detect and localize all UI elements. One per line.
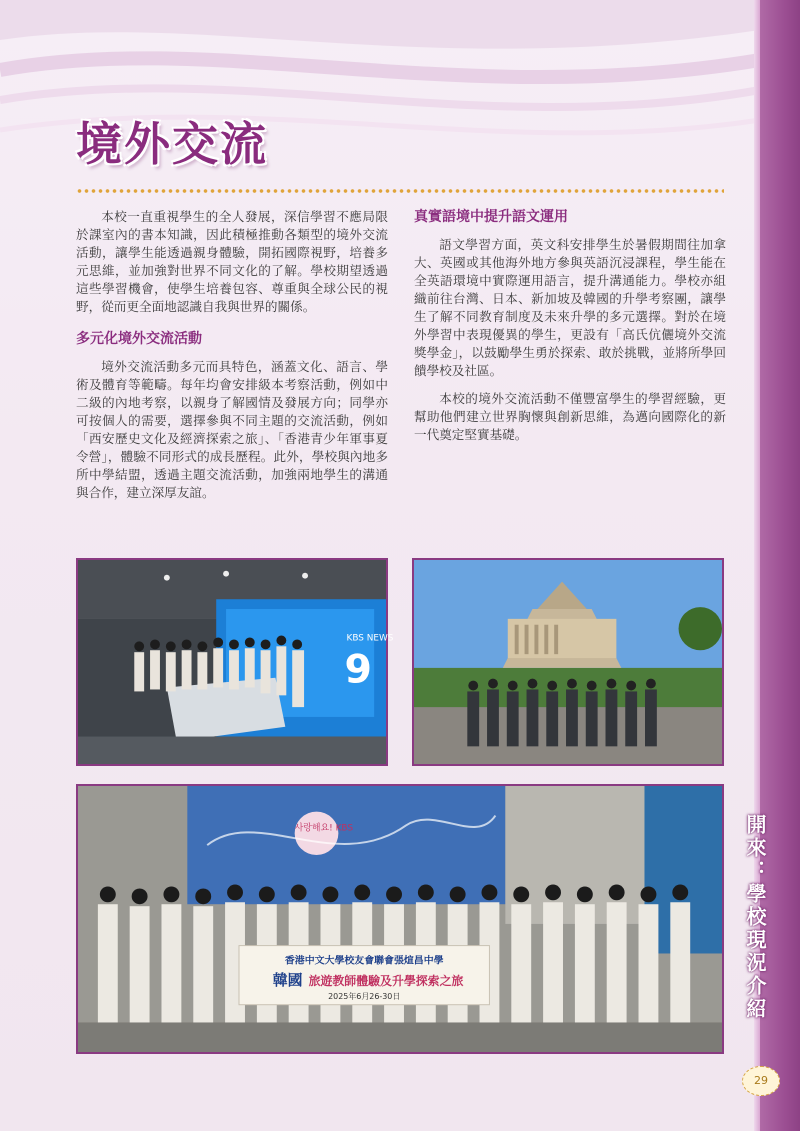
banner-date: 2025年6月26-30日 [328, 991, 401, 1001]
studio-logo: KBS NEWS [346, 633, 394, 644]
language-paragraph: 語文學習方面，英文科安排學生於暑假期間往加拿大、英國或其他海外地方參與英語沉浸課程，學生能在全英語環境中實際運用語言，提升溝通能力。學校亦組織前往台灣、日本、新加坡及韓國的升學考察團，讓學生了解不同教育制度及未來升學的多元選擇。對於在境外學習中表現優異的學生，更設有「高氏伉儷境外交流獎學金」，以鼓勵學生勇於探索、敢於挑戰，並將所學回饋學校及社區。 [414, 237, 726, 378]
photo-shrine [412, 558, 724, 766]
page-title: 境外交流 [76, 117, 268, 171]
banner-korea: 韓國 [272, 972, 303, 989]
page-number: 29 [742, 1066, 780, 1096]
studio-number: 9 [344, 646, 373, 693]
diverse-paragraph: 境外交流活動多元而具特色，涵蓋文化、語言、學術及體育等範疇。每年均會安排級本考察活動，例如中二級的內地考察，以親身了解國情及發展方向；同學亦可按個人的需要，選擇參與不同主題的交流活動，例如「西安歷史文化及經濟探索之旅」、「香港青少年軍事夏令營」，體驗不同形式的成長歷程。此外，學校與內地多所中學結盟，透過主題交流活動，加強兩地學生的溝通與合作，建立深厚友誼。 [76, 359, 388, 500]
side-section-label: 開來：學校現況介紹 [743, 814, 767, 1021]
right-column [414, 208, 726, 454]
closing-paragraph: 本校的境外交流活動不僅豐富學生的學習經驗，更幫助他們建立世界胸懷與創新思維，為邁向國際化的新一代奠定堅實基礎。 [414, 391, 726, 442]
banner-trip-title: 旅遊教師體驗及升學探索之旅 [308, 974, 464, 988]
section-heading-diverse: 多元化境外交流活動 [76, 331, 202, 347]
mural-sign: 사랑해요! KBS [294, 823, 354, 834]
left-column [76, 208, 388, 512]
section-heading-language: 真實語境中提升語文運用 [414, 209, 568, 225]
dotted-divider [76, 188, 724, 194]
photo-korea-tour [76, 784, 724, 1054]
photo-tv-studio [76, 558, 394, 766]
intro-paragraph: 本校一直重視學生的全人發展，深信學習不應局限於課室內的書本知識，因此積極推動各類型的境外交流活動，讓學生能透過親身體驗，開拓國際視野，培養多元思維，並加強對世界不同文化的了解。學校期望透過這些學習機會，使學生培養包容、尊重與全球公民的視野，從而更全面地認識自我與世界的關係。 [76, 209, 388, 314]
banner-school-name: 香港中文大學校友會聯會張煊昌中學 [284, 955, 444, 967]
